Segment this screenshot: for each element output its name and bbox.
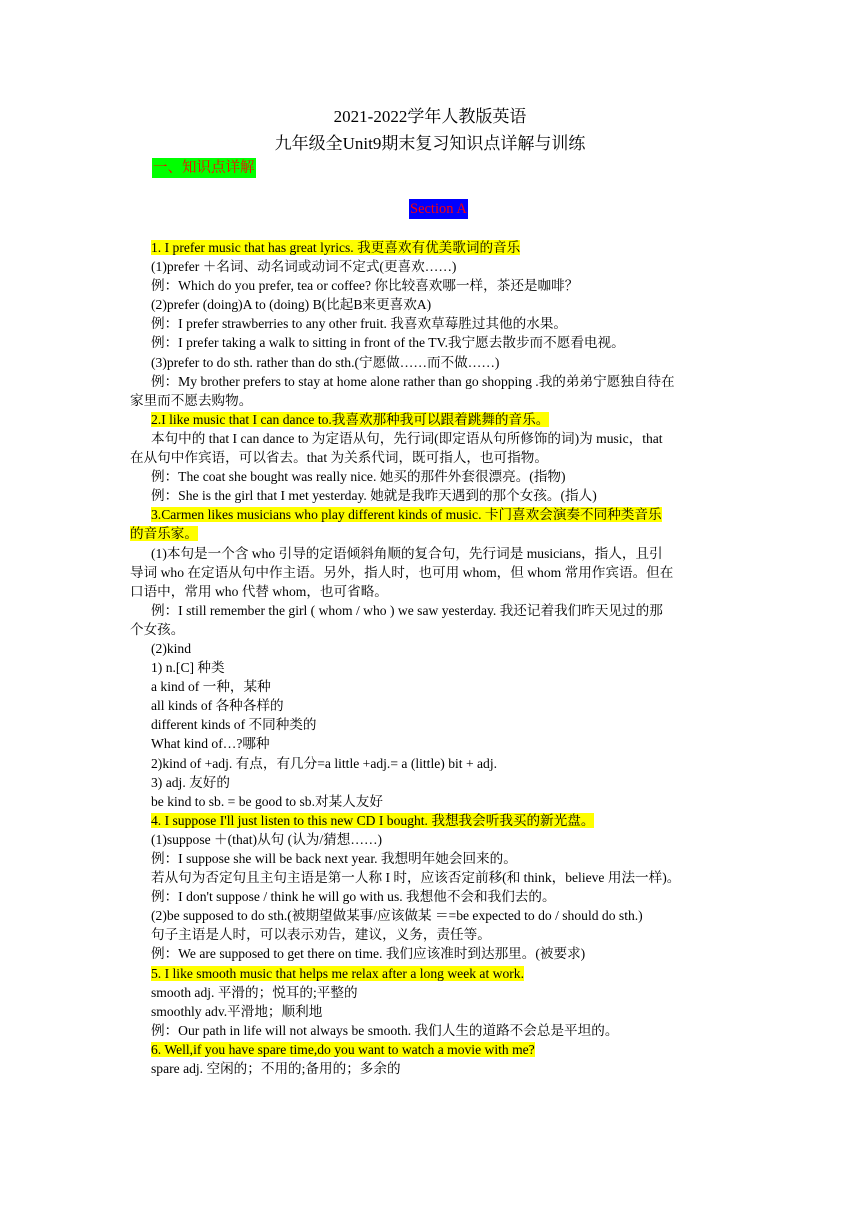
highlighted-text: 1. I prefer music that has great lyrics. 我更喜欢有优美歌词的音乐 — [151, 240, 521, 255]
line-text: all kinds of 各种各样的 — [151, 698, 284, 714]
line-text: (2)kind — [151, 640, 192, 656]
line-text: 家里而不愿去购物。 — [130, 392, 253, 408]
text-line — [130, 314, 732, 333]
text-line — [130, 544, 732, 563]
text-line — [130, 792, 732, 811]
line-text: be kind to sb. = be good to sb.对某人友好 — [151, 793, 383, 809]
text-line — [130, 906, 732, 925]
text-line — [130, 295, 732, 314]
line-text: 3) adj. 友好的 — [151, 774, 230, 790]
text-line — [130, 353, 732, 372]
text-line — [130, 964, 732, 983]
line-text: 例：Our path in life will not always be smooth. 我们人生的道路不会总是平坦的。 — [151, 1022, 619, 1038]
line-text: 例：Which do you prefer, tea or coffee? 你比较喜欢哪一样，茶还是咖啡？ — [151, 278, 579, 294]
highlighted-text: 2.I like music that I can dance to.我喜欢那种我可以跟着跳舞的音乐。 — [151, 411, 550, 427]
text-line — [130, 410, 732, 429]
line-text: What kind of…?哪种 — [151, 736, 270, 752]
text-line — [130, 620, 732, 639]
text-line — [130, 734, 732, 753]
line-text: (2)be supposed to do sth.(被期望做某事/应该做某 ＝=be expected to do / should do sth.) — [151, 908, 643, 924]
line-text: 例：The coat she bought was really nice. 她买的那件外套很漂亮。(指物) — [151, 469, 566, 485]
text-line — [130, 773, 732, 792]
text-line — [130, 849, 732, 868]
text-line — [130, 639, 732, 658]
line-text: (3)prefer to do sth. rather than do sth.(宁愿做……而不做……) — [151, 354, 500, 370]
line-text: (2)prefer (doing)A to (doing) B(比起B来更喜欢A) — [151, 297, 432, 313]
line-text: 在从句中作宾语，可以省去。that 为关系代词，既可指人，也可指物。 — [130, 450, 548, 466]
line-text: 例：My brother prefers to stay at home alone rather than go shopping .我的弟弟宁愿独自待在 — [151, 373, 675, 389]
text-line — [130, 696, 732, 715]
text-line — [130, 563, 732, 582]
text-line — [130, 944, 732, 963]
line-text: 若从句为否定句且主句主语是第一人称 I 时，应该否定前移(和 think，believe 用法一样)。 — [151, 870, 681, 886]
document-body — [130, 238, 732, 1078]
document-title-line1: 2021-2022学年人教版英语 — [333, 107, 527, 126]
text-line — [130, 925, 732, 944]
text-line — [130, 467, 732, 486]
text-line — [130, 983, 732, 1002]
line-text: 导词 who 在定语从句中作主语。另外，指人时，也可用 whom，但 whom 常用作宾语。但在 — [130, 564, 674, 580]
text-line — [130, 238, 732, 257]
line-text: 例：I prefer strawberries to any other fruit. 我喜欢草莓胜过其他的水果。 — [151, 316, 568, 332]
text-line — [130, 1040, 732, 1059]
line-text: (1)suppose ＋(that)从句 (认为/猜想……) — [151, 831, 383, 847]
highlighted-text: 5. I like smooth music that helps me relax after a long week at work. — [151, 965, 524, 981]
line-text: (1)prefer ＋名词、动名词或动词不定式(更喜欢……) — [151, 259, 457, 275]
highlighted-text: 3.Carmen likes musicians who play different kinds of music. 卡门喜欢会演奏不同种类音乐 — [151, 507, 662, 523]
text-line — [130, 754, 732, 773]
line-text: smooth adj. 平滑的；悦耳的;平整的 — [151, 984, 358, 1000]
line-text: (1)本句是一个含 who 引导的定语倾斜角顺的复合句，先行词是 musicians，指人，且引 — [151, 545, 663, 561]
line-text: 例：I suppose she will be back next year. 我想明年她会回来的。 — [151, 851, 517, 866]
line-text: 个女孩。 — [130, 621, 185, 637]
text-line — [130, 333, 732, 352]
line-text: 1) n.[C] 种类 — [151, 660, 225, 676]
text-line — [130, 582, 732, 601]
line-text: 2)kind of +adj. 有点，有几分=a little +adj.= a (little) bit + adj. — [151, 755, 498, 771]
text-line — [130, 505, 732, 524]
line-text: 例：We are supposed to get there on time. 我们应该准时到达那里。(被要求) — [151, 946, 586, 962]
text-line — [130, 429, 732, 448]
text-line — [130, 1021, 732, 1040]
text-line — [130, 486, 732, 505]
line-text: 例：I don't suppose / think he will go with us. 我想他不会和我们去的。 — [151, 889, 556, 905]
text-line — [130, 257, 732, 276]
highlighted-text: 的音乐家。 — [130, 526, 198, 542]
line-text: smoothly adv.平滑地；顺利地 — [151, 1003, 323, 1019]
text-line — [130, 1059, 732, 1078]
line-text: different kinds of 不同种类的 — [151, 717, 317, 733]
highlighted-text: 6. Well,if you have spare time,do you want to watch a movie with me? — [151, 1041, 535, 1057]
section-heading: 一、知识点详解 — [153, 160, 255, 176]
line-text: 本句中的 that I can dance to 为定语从句，先行词(即定语从句所修饰的词)为 music，that — [151, 430, 663, 446]
text-line — [130, 601, 732, 620]
text-line — [130, 868, 732, 887]
text-line — [130, 276, 732, 295]
line-text: 句子主语是人时，可以表示劝告，建议，义务，责任等。 — [151, 927, 491, 943]
line-text: 口语中，常用 who 代替 whom，也可省略。 — [130, 583, 388, 599]
text-line — [130, 448, 732, 467]
text-line — [130, 1002, 732, 1021]
text-line — [130, 887, 732, 906]
section-tag: Section A — [410, 201, 467, 217]
line-text: spare adj. 空闲的；不用的;备用的；多余的 — [151, 1061, 401, 1077]
text-line — [130, 811, 732, 830]
text-line — [130, 372, 732, 391]
text-line — [130, 830, 732, 849]
text-line — [130, 715, 732, 734]
document-title-line2: 九年级全Unit9期末复习知识点详解与训练 — [274, 134, 586, 153]
text-line — [130, 524, 732, 543]
line-text: 例：I still remember the girl ( whom / who ) we saw yesterday. 我还记着我们昨天见过的那 — [151, 602, 663, 618]
line-text: 例：She is the girl that I met yesterday. 她就是我昨天遇到的那个女孩。(指人) — [151, 488, 597, 504]
text-line — [130, 658, 732, 677]
line-text: 例：I prefer taking a walk to sitting in front of the TV.我宁愿去散步而不愿看电视。 — [151, 335, 625, 351]
line-text: a kind of 一种，某种 — [151, 679, 271, 695]
text-line — [130, 391, 732, 410]
highlighted-text: 4. I suppose I'll just listen to this new CD I bought. 我想我会听我买的新光盘。 — [151, 812, 595, 828]
text-line — [130, 677, 732, 696]
